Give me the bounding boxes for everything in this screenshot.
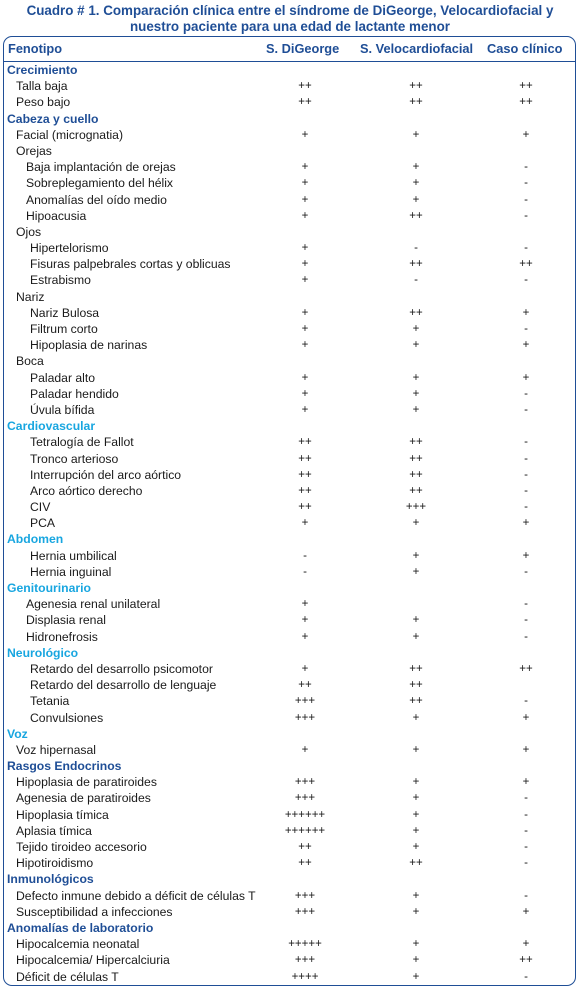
- table-row: [4, 370, 575, 386]
- table-row: [4, 272, 575, 288]
- section-row: [4, 531, 575, 547]
- caso-clinico-value: -: [524, 193, 528, 206]
- table-header: [4, 37, 575, 62]
- caso-clinico-value: -: [524, 177, 528, 190]
- caso-clinico-value: +: [522, 517, 530, 530]
- table-row: [4, 790, 575, 806]
- phenotype-label: Boca: [16, 354, 44, 369]
- velocardiofacial-value: +: [412, 792, 420, 805]
- phenotype-label: Paladar hendido: [30, 386, 119, 401]
- section-row: [4, 726, 575, 742]
- phenotype-label: Hidronefrosis: [26, 629, 98, 644]
- table-row: [4, 289, 575, 305]
- velocardiofacial-value: ++: [409, 679, 423, 692]
- digeorge-value: +: [301, 630, 309, 643]
- table-row: [4, 305, 575, 321]
- caso-clinico-value: +: [522, 549, 530, 562]
- velocardiofacial-value: ++: [409, 436, 423, 449]
- caso-clinico-value: ++: [519, 954, 533, 967]
- velocardiofacial-value: +: [412, 776, 420, 789]
- section-title: Anomalías de laboratorio: [7, 920, 154, 935]
- caso-clinico-value: -: [524, 452, 528, 465]
- phenotype-label: Tronco arterioso: [30, 451, 119, 466]
- header-velocardiofacial: S. Velocardiofacial: [360, 41, 474, 56]
- phenotype-label: Hipertelorismo: [30, 241, 109, 256]
- table-row: [4, 596, 575, 612]
- caso-clinico-value: +: [522, 905, 530, 918]
- table-row: [4, 78, 575, 94]
- table-row: [4, 402, 575, 418]
- velocardiofacial-value: -: [414, 242, 418, 255]
- velocardiofacial-value: +: [412, 517, 420, 530]
- table-row: [4, 661, 575, 677]
- digeorge-value: +++: [294, 711, 316, 724]
- velocardiofacial-value: +: [412, 743, 420, 756]
- velocardiofacial-value: ++: [409, 306, 423, 319]
- phenotype-label: Hipoplasia de paratiroides: [16, 775, 157, 790]
- table-row: [4, 127, 575, 143]
- digeorge-value: +: [301, 339, 309, 352]
- section-row: [4, 645, 575, 661]
- table-row: [4, 240, 575, 256]
- phenotype-label: Hipoplasia tímica: [16, 807, 109, 822]
- table-row: [4, 677, 575, 693]
- phenotype-label: Nariz Bulosa: [30, 305, 100, 320]
- caso-clinico-value: -: [524, 598, 528, 611]
- digeorge-value: +++: [294, 889, 316, 902]
- table-row: [4, 353, 575, 369]
- phenotype-label: Hernia inguinal: [30, 564, 112, 579]
- velocardiofacial-value: +: [412, 339, 420, 352]
- phenotype-label: Déficit de células T: [16, 969, 119, 984]
- section-row: [4, 871, 575, 887]
- phenotype-label: Tetralogía de Fallot: [30, 435, 134, 450]
- table-row: [4, 629, 575, 645]
- table-row: [4, 742, 575, 758]
- digeorge-value: +: [301, 242, 309, 255]
- digeorge-value: +++: [294, 905, 316, 918]
- velocardiofacial-value: +: [412, 549, 420, 562]
- phenotype-label: Peso bajo: [16, 95, 71, 110]
- velocardiofacial-value: -: [414, 274, 418, 287]
- velocardiofacial-value: ++: [409, 452, 423, 465]
- phenotype-label: Agenesia de paratiroides: [16, 791, 151, 806]
- caso-clinico-value: +: [522, 128, 530, 141]
- digeorge-value: ++: [298, 484, 312, 497]
- digeorge-value: ++: [298, 501, 312, 514]
- section-title: Cabeza y cuello: [7, 111, 99, 126]
- section-title: Rasgos Endocrinos: [7, 759, 122, 774]
- digeorge-value: ++: [298, 80, 312, 93]
- digeorge-value: +: [301, 387, 309, 400]
- table-row: [4, 321, 575, 337]
- phenotype-label: Hipoacusia: [26, 208, 87, 223]
- phenotype-label: Retardo del desarrollo psicomotor: [30, 661, 213, 676]
- table-frame: [3, 36, 576, 986]
- caso-clinico-value: -: [524, 824, 528, 837]
- digeorge-value: +: [301, 161, 309, 174]
- digeorge-value: +: [301, 403, 309, 416]
- phenotype-label: Convulsiones: [30, 710, 104, 725]
- digeorge-value: ++: [298, 452, 312, 465]
- table-row: [4, 159, 575, 175]
- table-row: [4, 499, 575, 515]
- table-row: [4, 94, 575, 110]
- table-row: [4, 807, 575, 823]
- phenotype-label: Displasia renal: [26, 613, 106, 628]
- caso-clinico-value: +: [522, 938, 530, 951]
- digeorge-value: +: [301, 128, 309, 141]
- phenotype-label: Hernia umbilical: [30, 548, 117, 563]
- table-row: [4, 693, 575, 709]
- digeorge-value: ++++++: [284, 808, 326, 821]
- caso-clinico-value: -: [524, 468, 528, 481]
- phenotype-label: PCA: [30, 516, 56, 531]
- phenotype-label: Tejido tiroideo accesorio: [16, 840, 147, 854]
- phenotype-label: Hipocalcemia/ Hipercalciuria: [16, 953, 170, 968]
- caso-clinico-value: +: [522, 711, 530, 724]
- caso-clinico-value: -: [524, 501, 528, 514]
- velocardiofacial-value: ++: [409, 695, 423, 708]
- caso-clinico-value: -: [524, 630, 528, 643]
- velocardiofacial-value: +: [412, 128, 420, 141]
- section-row: [4, 111, 575, 127]
- velocardiofacial-value: +++: [405, 501, 427, 514]
- velocardiofacial-value: +: [412, 565, 420, 578]
- table-row: [4, 143, 575, 159]
- phenotype-label: Baja implantación de orejas: [26, 160, 176, 175]
- digeorge-value: ++: [298, 468, 312, 481]
- table-body: [4, 62, 575, 985]
- digeorge-value: +: [301, 306, 309, 319]
- table-row: [4, 855, 575, 871]
- caso-clinico-value: -: [524, 889, 528, 902]
- velocardiofacial-value: +: [412, 711, 420, 724]
- caso-clinico-value: -: [524, 387, 528, 400]
- caso-clinico-value: -: [524, 242, 528, 255]
- section-row: [4, 62, 575, 78]
- caso-clinico-value: -: [524, 792, 528, 805]
- table-row: [4, 337, 575, 353]
- caso-clinico-value: ++: [519, 80, 533, 93]
- velocardiofacial-value: ++: [409, 258, 423, 271]
- phenotype-label: CIV: [30, 500, 51, 515]
- digeorge-value: +: [301, 517, 309, 530]
- caso-clinico-value: +: [522, 339, 530, 352]
- digeorge-value: ++: [298, 96, 312, 109]
- table-row: [4, 515, 575, 531]
- caso-clinico-value: +: [522, 371, 530, 384]
- digeorge-value: +: [301, 177, 309, 190]
- velocardiofacial-value: +: [412, 905, 420, 918]
- section-title: Neurológico: [7, 645, 79, 660]
- caso-clinico-value: +: [522, 306, 530, 319]
- table-row: [4, 952, 575, 968]
- caso-clinico-value: -: [524, 857, 528, 870]
- caso-clinico-value: -: [524, 808, 528, 821]
- digeorge-value: +++: [294, 954, 316, 967]
- velocardiofacial-value: +: [412, 630, 420, 643]
- section-title: Abdomen: [7, 532, 64, 547]
- digeorge-value: +: [301, 743, 309, 756]
- digeorge-value: +++++: [288, 938, 322, 951]
- velocardiofacial-value: +: [412, 841, 420, 853]
- digeorge-value: +: [301, 598, 309, 611]
- table-row: [4, 208, 575, 224]
- caso-clinico-value: -: [524, 565, 528, 578]
- table-row: [4, 936, 575, 952]
- table-caption: [0, 0, 580, 34]
- velocardiofacial-value: ++: [409, 80, 423, 93]
- velocardiofacial-value: ++: [409, 484, 423, 497]
- caso-clinico-value: -: [524, 209, 528, 222]
- table-row: [4, 612, 575, 628]
- digeorge-value: +: [301, 274, 309, 287]
- phenotype-label: Arco aórtico derecho: [30, 483, 143, 498]
- velocardiofacial-value: +: [412, 323, 420, 335]
- phenotype-label: Filtrum corto: [30, 322, 98, 336]
- phenotype-label: Ojos: [16, 224, 42, 239]
- digeorge-value: ++++++: [284, 824, 326, 837]
- velocardiofacial-value: +: [412, 387, 420, 400]
- phenotype-label: Interrupción del arco aórtico: [30, 467, 182, 482]
- digeorge-value: ++: [298, 436, 312, 449]
- digeorge-value: +++: [294, 776, 316, 789]
- velocardiofacial-value: +: [412, 938, 420, 951]
- digeorge-value: +: [301, 193, 309, 206]
- table-row: [4, 175, 575, 191]
- table-row: [4, 483, 575, 499]
- caso-clinico-value: -: [524, 695, 528, 708]
- velocardiofacial-value: +: [412, 889, 420, 902]
- velocardiofacial-value: +: [412, 193, 420, 206]
- table-row: [4, 224, 575, 240]
- table-row: [4, 548, 575, 564]
- caso-clinico-value: -: [524, 614, 528, 627]
- digeorge-value: +++: [294, 792, 316, 805]
- velocardiofacial-value: +: [412, 808, 420, 821]
- caso-clinico-value: -: [524, 274, 528, 287]
- velocardiofacial-value: ++: [409, 468, 423, 481]
- caso-clinico-value: +: [522, 743, 530, 756]
- table-row: [4, 823, 575, 839]
- table-row: [4, 386, 575, 402]
- velocardiofacial-value: +: [412, 403, 420, 416]
- phenotype-label: Hipocalcemia neonatal: [16, 937, 140, 952]
- phenotype-label: Hipotiroidismo: [16, 856, 94, 871]
- phenotype-label: Estrabismo: [30, 273, 91, 288]
- phenotype-label: Talla baja: [16, 79, 68, 94]
- digeorge-value: ++++: [291, 970, 319, 983]
- velocardiofacial-value: ++: [409, 209, 423, 222]
- section-title: Crecimiento: [7, 63, 78, 77]
- phenotype-label: Orejas: [16, 143, 52, 158]
- velocardiofacial-value: +: [412, 954, 420, 967]
- phenotype-label: Anomalías del oído medio: [26, 192, 167, 207]
- table-row: [4, 839, 575, 855]
- digeorge-value: ++: [298, 841, 312, 853]
- velocardiofacial-value: +: [412, 371, 420, 384]
- table-row: [4, 192, 575, 208]
- digeorge-value: +: [301, 371, 309, 384]
- section-row: [4, 580, 575, 596]
- caso-clinico-value: +: [522, 776, 530, 789]
- section-title: Voz: [7, 726, 28, 741]
- table-row: [4, 564, 575, 580]
- phenotype-label: Tetania: [30, 694, 70, 709]
- section-row: [4, 920, 575, 936]
- velocardiofacial-value: ++: [409, 857, 423, 870]
- caso-clinico-value: -: [524, 484, 528, 497]
- header-caso-clinico: Caso clínico: [487, 41, 563, 56]
- section-title: Cardiovascular: [7, 419, 96, 434]
- digeorge-value: -: [303, 549, 307, 562]
- caso-clinico-value: ++: [519, 258, 533, 271]
- header-fenotipo: Fenotipo: [8, 41, 63, 56]
- phenotype-label: Agenesia renal unilateral: [26, 597, 161, 612]
- caso-clinico-value: -: [524, 970, 528, 983]
- digeorge-value: -: [303, 565, 307, 578]
- phenotype-label: Nariz: [16, 289, 45, 304]
- velocardiofacial-value: +: [412, 824, 420, 837]
- table-row: [4, 256, 575, 272]
- table-row: [4, 774, 575, 790]
- phenotype-label: Retardo del desarrollo de lenguaje: [30, 678, 217, 693]
- caso-clinico-value: -: [524, 161, 528, 174]
- caso-clinico-value: -: [524, 323, 528, 335]
- velocardiofacial-value: ++: [409, 662, 423, 675]
- digeorge-value: +: [301, 209, 309, 222]
- digeorge-value: ++: [298, 857, 312, 870]
- digeorge-value: +: [301, 614, 309, 627]
- digeorge-value: +: [301, 258, 309, 271]
- digeorge-value: +: [301, 323, 309, 335]
- header-digeorge: S. DiGeorge: [266, 41, 340, 56]
- caso-clinico-value: ++: [519, 662, 533, 675]
- phenotype-label: Úvula bífida: [30, 402, 95, 417]
- phenotype-label: Facial (micrognatia): [16, 127, 124, 142]
- digeorge-value: +: [301, 662, 309, 675]
- phenotype-label: Hipoplasia de narinas: [30, 338, 148, 353]
- caption-line-2: nuestro paciente para una edad de lactante menor: [130, 19, 450, 34]
- section-title: Genitourinario: [7, 581, 91, 595]
- caso-clinico-value: -: [524, 436, 528, 449]
- section-row: [4, 758, 575, 774]
- phenotype-label: Paladar alto: [30, 370, 96, 385]
- velocardiofacial-value: +: [412, 177, 420, 190]
- table-row: [4, 969, 575, 985]
- caso-clinico-value: -: [524, 841, 528, 853]
- section-row: [4, 418, 575, 434]
- caso-clinico-value: ++: [519, 96, 533, 109]
- table-row: [4, 888, 575, 904]
- velocardiofacial-value: +: [412, 161, 420, 174]
- table-row: [4, 467, 575, 483]
- velocardiofacial-value: ++: [409, 96, 423, 109]
- phenotype-label: Sobreplegamiento del hélix: [26, 176, 174, 191]
- phenotype-label: Susceptibilidad a infecciones: [16, 904, 173, 919]
- digeorge-value: +++: [294, 695, 316, 708]
- section-title: Inmunológicos: [7, 872, 94, 887]
- caso-clinico-value: -: [524, 403, 528, 416]
- table-row: [4, 710, 575, 726]
- table-row: [4, 904, 575, 920]
- velocardiofacial-value: +: [412, 614, 420, 627]
- phenotype-label: Defecto inmune debido a déficit de células T: [16, 888, 256, 903]
- table-row: [4, 451, 575, 467]
- phenotype-label: Aplasia tímica: [16, 823, 92, 838]
- caption-line-1: Cuadro # 1. Comparación clínica entre el síndrome de DiGeorge, Velocardiofacial y: [26, 3, 554, 18]
- digeorge-value: ++: [298, 679, 312, 692]
- phenotype-label: Voz hipernasal: [16, 742, 96, 757]
- velocardiofacial-value: +: [412, 970, 420, 983]
- table-row: [4, 434, 575, 450]
- phenotype-label: Fisuras palpebrales cortas y oblicuas: [30, 257, 231, 272]
